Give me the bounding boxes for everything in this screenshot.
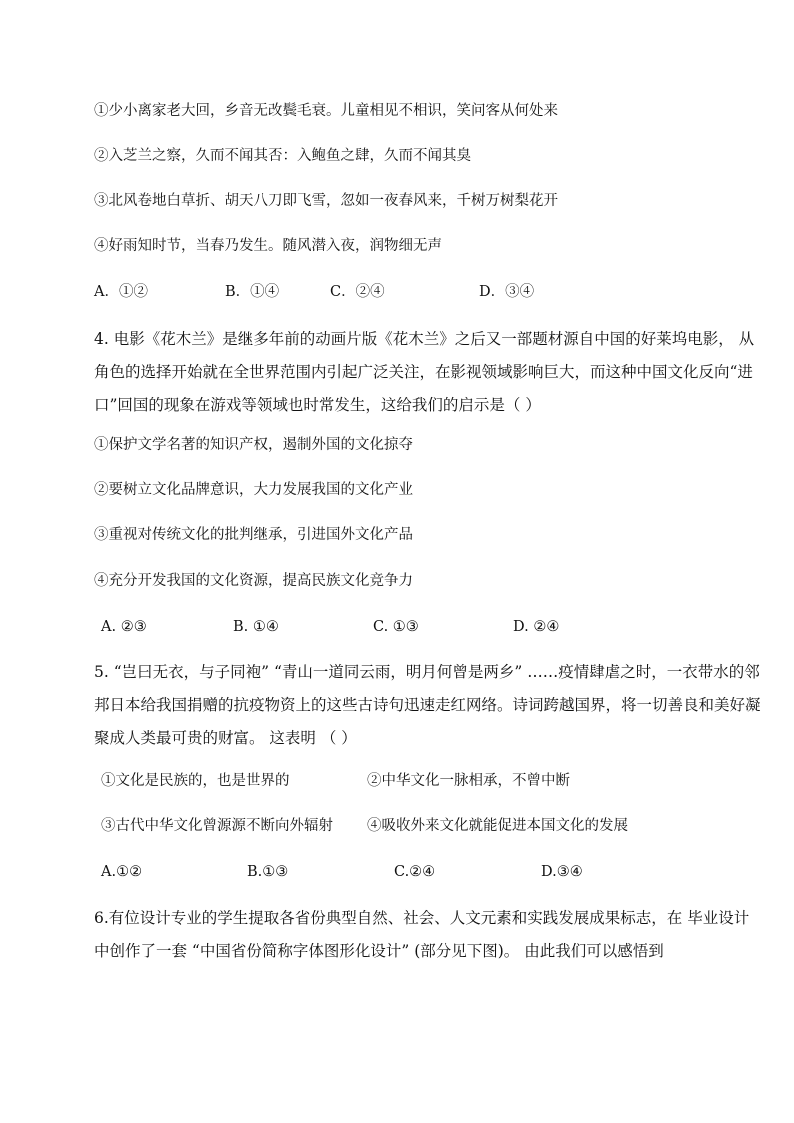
q4-item-4: ④充分开发我国的文化资源，提高民族文化竞争力 (94, 573, 413, 589)
question-4-line: 4. 电影《花木兰》是继多年前的动画片版《花木兰》之后又一部题材源自中国的好莱坞电影， 从 (94, 330, 755, 348)
q5-item-4: ④吸收外来文化就能促进本国文化的发展 (367, 818, 628, 834)
q5-item-1: ①文化是民族的，也是世界的 (101, 773, 290, 789)
question-4-line: 角色的选择开始就在全世界范围内引起广泛关注，在影视领域影响巨大，而这种中国文化反向“进 (94, 363, 753, 381)
q4-option-a: A. ②③ (101, 619, 147, 635)
question-5-stem (94, 656, 761, 755)
q4-item-3: ③重视对传统文化的批判继承，引进国外文化产品 (94, 527, 413, 543)
item-2: ②入芝兰之察，久而不闻其否：入鲍鱼之肆，久而不闻其臭 (94, 148, 471, 164)
q4-option-c: C. ①③ (373, 619, 419, 635)
question-4-stem (94, 323, 755, 422)
q5-option-b: B.①③ (247, 864, 289, 880)
option-b: B．①④ (225, 284, 280, 300)
question-6-line: 6.有位设计专业的学生提取各省份典型自然、社会、人文元素和实践发展成果标志，在 毕业设计 (94, 909, 750, 927)
q4-item-2: ②要树立文化品牌意识，大力发展我国的文化产业 (94, 482, 413, 498)
q5-item-3: ③古代中华文化曾源源不断向外辐射 (101, 818, 333, 834)
question-6-stem (94, 902, 750, 968)
item-1: ①少小离家老大回，乡音无改鬓毛衰。儿童相见不相识，笑问客从何处来 (94, 103, 558, 119)
q5-option-d: D.③④ (541, 864, 583, 880)
q4-option-d: D. ②④ (513, 619, 560, 635)
question-4-line: 口”回国的现象在游戏等领域也时常发生，这给我们的启示是（ ） (94, 396, 541, 414)
q5-option-a: A.①② (101, 864, 143, 880)
item-3: ③北风卷地白草折、胡天八刀即飞雪，忽如一夜春风来，千树万树梨花开 (94, 193, 558, 209)
q5-option-c: C.②④ (394, 864, 436, 880)
option-d: D．③④ (479, 284, 535, 300)
option-c: C．②④ (330, 284, 385, 300)
question-5-line: 邦日本给我国捐赠的抗疫物资上的这些古诗句迅速走红网络。诗词跨越国界，将一切善良和美好凝 (94, 696, 761, 714)
question-5-line: 聚成人类最可贵的财富。 这表明 （ ） (94, 729, 357, 747)
option-a: A．①② (94, 284, 148, 300)
question-5-line: 5. “岂曰无衣，与子同袍” “青山一道同云雨，明月何曾是两乡” ……疫情肆虐之时，一衣带水的邻 (94, 663, 760, 681)
q5-item-2: ②中华文化一脉相承，不曾中断 (367, 773, 570, 789)
question-6-line: 中创作了一套 “中国省份简称字体图形化设计” (部分见下图)。 由此我们可以感悟到 (94, 942, 664, 960)
item-4: ④好雨知时节，当春乃发生。随风潜入夜，润物细无声 (94, 238, 442, 254)
q4-option-b: B. ①④ (233, 619, 279, 635)
q4-item-1: ①保护文学名著的知识产权，遏制外国的文化掠夺 (94, 437, 413, 453)
